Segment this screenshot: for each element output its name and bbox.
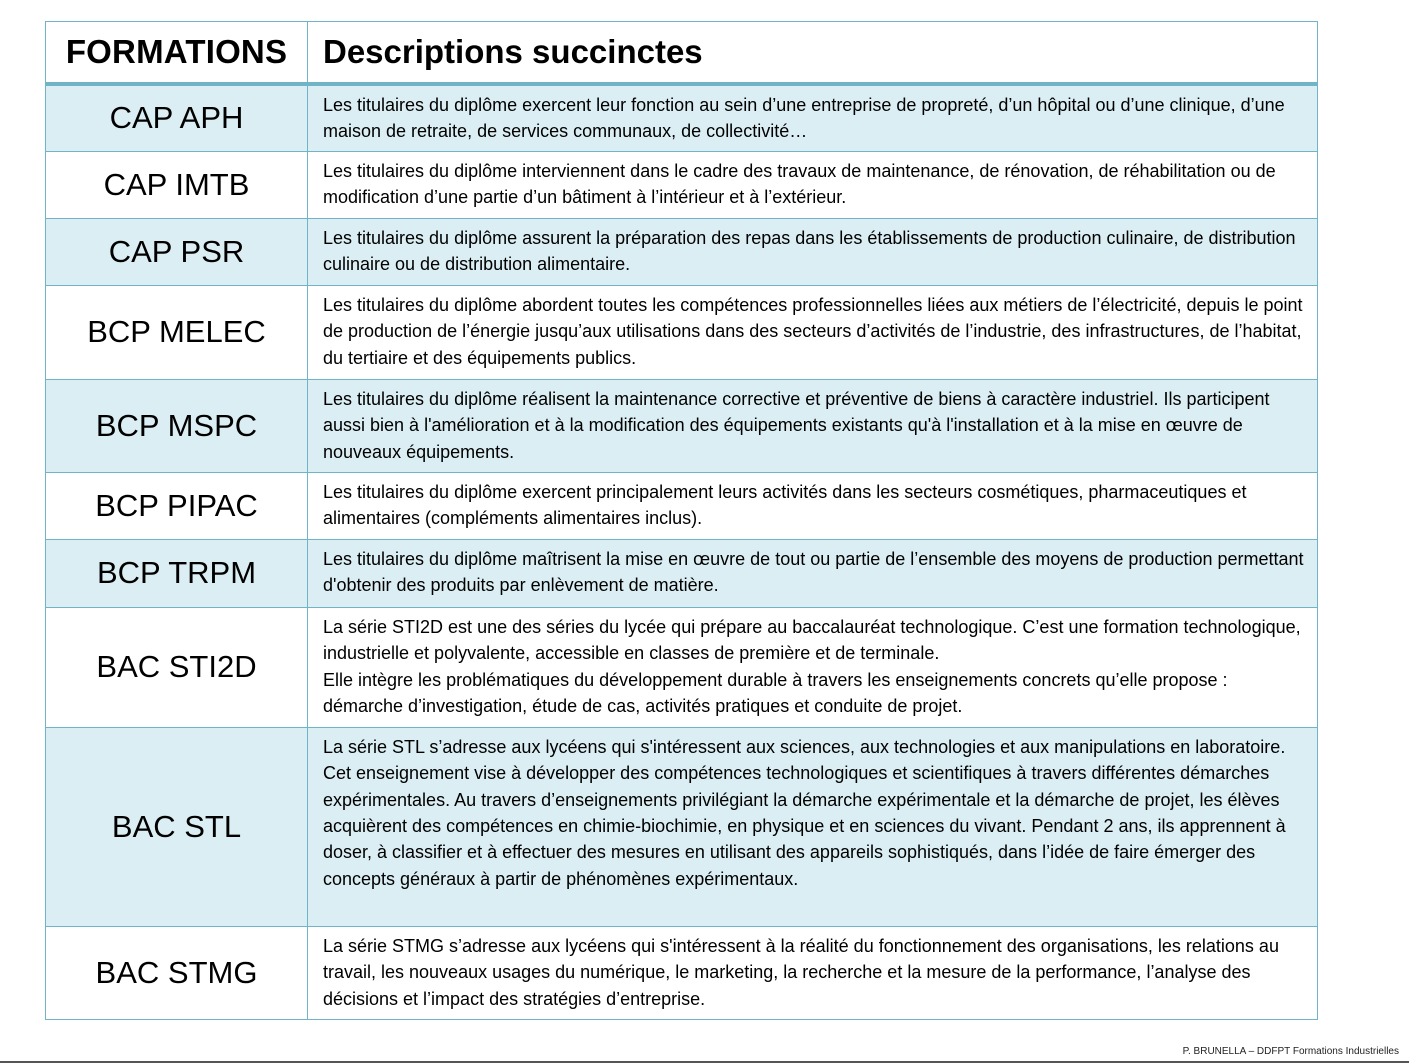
formation-code: CAP IMTB: [46, 151, 308, 218]
formation-code: CAP APH: [46, 84, 308, 151]
table-row: [46, 926, 1318, 1019]
description-paragraph: La série STL s’adresse aux lycéens qui s'intéressent aux sciences, aux technologies et aux manipulations en laboratoire. Cet enseignement vise à développer des compétences technologiques et scientifiques à travers différentes démarches expérimentales. Au travers d’enseignements privilégiant la démarche expérimentale et la démarche de projet, les élèves acquièrent des compétences en chimie-biochimie, en physique et en sciences du vivant. Pendant 2 ans, ils apprennent à doser, à classifier et à effectuer des mesures en utilisant des appareils sophistiqués, dans l’idée de faire émerger des concepts généraux à partir de phénomènes expérimentaux.: [323, 736, 1286, 889]
formation-code: BAC STL: [46, 727, 308, 926]
description-paragraph: Les titulaires du diplôme assurent la préparation des repas dans les établissements de production culinaire, de distribution culinaire ou de distribution alimentaire.: [323, 227, 1296, 275]
formations-table: [45, 21, 1318, 1020]
formation-description: [308, 539, 1318, 607]
formation-code: CAP PSR: [46, 218, 308, 285]
table-row: [46, 472, 1318, 539]
description-paragraph: La série STMG s’adresse aux lycéens qui s'intéressent à la réalité du fonctionnement des organisations, les relations au travail, les nouveaux usages du numérique, le marketing, la recherche et la mesure de la performance, l’analyse des décisions et l’impact des stratégies d’entreprise.: [323, 935, 1279, 1009]
table-row: [46, 539, 1318, 607]
formation-code: BCP PIPAC: [46, 472, 308, 539]
description-paragraph: Les titulaires du diplôme interviennent dans le cadre des travaux de maintenance, de rénovation, de réhabilitation ou de modification d’une partie d’un bâtiment à l’intérieur et à l’extérieur.: [323, 160, 1276, 208]
table-row: [46, 84, 1318, 151]
formation-description: [308, 607, 1318, 727]
table-header-row: [46, 22, 1318, 85]
formations-table-wrapper: [45, 21, 1317, 1020]
formation-code: BAC STI2D: [46, 607, 308, 727]
formation-description: [308, 472, 1318, 539]
footer-credit: P. BRUNELLA – DDFPT Formations Industrielles: [1182, 1046, 1399, 1057]
formation-description: [308, 285, 1318, 379]
formation-code: BCP MELEC: [46, 285, 308, 379]
formation-description: [308, 379, 1318, 472]
formation-code: BAC STMG: [46, 926, 308, 1019]
header-formations: FORMATIONS: [46, 22, 308, 85]
formation-description: [308, 926, 1318, 1019]
formation-description: [308, 727, 1318, 926]
formation-code: BCP TRPM: [46, 539, 308, 607]
description-paragraph: Les titulaires du diplôme réalisent la maintenance corrective et préventive de biens à caractère industriel. Ils participent aussi bien à l'amélioration et à la modification des équipements existants qu'à l'installation et à la mise en œuvre de nouveaux équipements.: [323, 388, 1270, 462]
description-paragraph: Elle intègre les problématiques du développement durable à travers les enseignements concrets qu’elle propose : démarche d’investigation, étude de cas, activités pratiques et conduite de projet.: [323, 669, 1228, 717]
table-row: [46, 607, 1318, 727]
table-row: [46, 727, 1318, 926]
description-paragraph: Les titulaires du diplôme exercent principalement leurs activités dans les secteurs cosmétiques, pharmaceutiques et alimentaires (compléments alimentaires inclus).: [323, 481, 1247, 529]
table-row: [46, 285, 1318, 379]
table-row: [46, 151, 1318, 218]
description-paragraph: Les titulaires du diplôme abordent toutes les compétences professionnelles liées aux métiers de l’électricité, depuis le point de production de l’énergie jusqu’aux utilisations dans des secteurs d’activités de l’industrie, des infrastructures, de l’habitat, du tertiaire et des équipements publics.: [323, 294, 1303, 368]
formation-code: BCP MSPC: [46, 379, 308, 472]
formation-description: [308, 151, 1318, 218]
formation-description: [308, 218, 1318, 285]
table-row: [46, 379, 1318, 472]
table-row: [46, 218, 1318, 285]
header-descriptions: Descriptions succinctes: [308, 22, 1318, 85]
formation-description: [308, 84, 1318, 151]
description-paragraph: Les titulaires du diplôme maîtrisent la mise en œuvre de tout ou partie de l’ensemble des moyens de production permettant d'obtenir des produits par enlèvement de matière.: [323, 548, 1304, 596]
description-paragraph: Les titulaires du diplôme exercent leur fonction au sein d’une entreprise de propreté, d’un hôpital ou d’une clinique, d’une maison de retraite, de services communaux, de collectivité…: [323, 95, 1285, 142]
description-paragraph: La série STI2D est une des séries du lycée qui prépare au baccalauréat technologique. C’est une formation technologique, industrielle et polyvalente, accessible en classes de première et de terminale.: [323, 616, 1301, 664]
